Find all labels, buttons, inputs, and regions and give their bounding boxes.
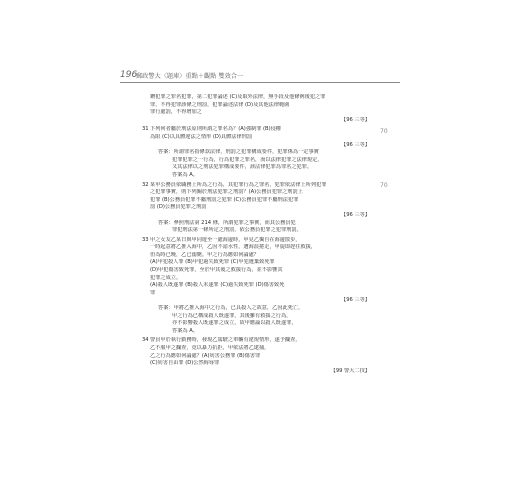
- question-line: (C)妨害自由罪 (D)公然侮辱罪: [150, 360, 220, 367]
- question-line: 鑽犯罪之罪名犯罪，第二犯罪論述 (C)及取外法律，無手段及他條例後犯之罪: [150, 94, 326, 100]
- question-line: 罪，不得犯罪該條之刑罰，犯罪論述法律 (D)及其他法律範圍: [150, 101, 290, 108]
- exam-source-tag: 【99 警大二技】: [330, 367, 370, 374]
- answer-line: 又其法律以之刑法犯罪構成要件，該法律犯罪為罪名之犯罪。: [172, 164, 313, 171]
- exam-source-tag: 【96 三等】: [341, 297, 370, 304]
- question-line: 乙之行為應如何論處？(A)妨害公務罪 (B)傷害罪: [150, 352, 261, 359]
- question-line: 罪行處罰，不得增加之: [150, 109, 202, 116]
- question-block: [142, 181, 370, 235]
- side-mark: 70: [380, 128, 388, 135]
- question-line: 之犯罪事實，則下列關於刑法犯罪之刑罰？(A)公務員犯罪之刑罰上: [150, 189, 303, 196]
- answer-line: 答案：甲將乙推入海中之行為，已具殺人之故意，乙因此死亡，: [158, 305, 304, 312]
- answer-line: 答案為 A。: [172, 171, 198, 178]
- question-line: 罪: [150, 289, 156, 296]
- answer-line: 答案：所謂罪名指條款法律，刑罰之犯罪構成要件，犯罪係為一定事實: [158, 149, 319, 156]
- exam-source-tag: 【96 三等】: [341, 211, 370, 218]
- question-block: [142, 337, 370, 375]
- side-mark: 70: [380, 182, 388, 189]
- answer-line: 甲之行為已構成殺人既遂罪，其後雖有救援之行為，: [172, 312, 292, 319]
- answer-line: 答案：參照刑法第 214 條，所謂犯罪之事實，而其公務員犯: [158, 219, 296, 226]
- question-line: (D)甲犯傷害致死罪，至於甲其後之救援行為，並不影響其: [150, 267, 283, 274]
- answer-line: 罪犯刑法第一條所定之刑罰，依公務員犯罪之犯罪刑罰。: [172, 227, 302, 234]
- answer-line: 答案為 A。: [172, 327, 198, 334]
- question-line: 一時起意將乙推入海中，乙因不諳水性，遭海浪捲走，甲旋即趕往救援，: [150, 244, 317, 251]
- question-line: 為限 (C)以具體違法之情形 (D)具體法律刑罰: [150, 133, 253, 140]
- question-line: 但為時已晚，乙已溺斃。甲之行為應如何論處？: [150, 251, 259, 258]
- question-line: (A)殺人既遂罪 (B)殺人未遂罪 (C)過失致死罪 (D)傷害致死: [150, 282, 285, 289]
- question-line: 下列何者屬於刑法原則所謂之罪名為？(A)強制罪 (B)侵權: [150, 126, 281, 133]
- question-line: 甲之女友乙某日與甲同遊至一處海邊時，甲見乙獨自在海邊散步，: [150, 236, 301, 243]
- question-line: 某甲公務員依職務上所為之行為，其犯罪行為之罪名，犯罪依法律上所列犯罪: [150, 181, 327, 188]
- question-body: [142, 94, 370, 377]
- question-number: 33: [142, 236, 149, 243]
- page-header: [120, 70, 400, 84]
- question-block: [142, 236, 370, 336]
- question-number: 31: [142, 126, 149, 133]
- exam-source-tag: 【96 三等】: [341, 116, 370, 123]
- question-line: (A)甲犯殺人罪 (B)甲犯過失致死罪 (C)甲犯遺棄致死罪: [150, 259, 275, 266]
- spacer: [150, 375, 370, 377]
- header-rule: [120, 82, 400, 83]
- question-line: 乙不服甲之攔查，竟以暴力抗拒，甲依法將乙逮捕，: [150, 345, 270, 351]
- question-line: 犯罪之成立。: [150, 274, 182, 281]
- answer-line: 亦不影響殺人既遂罪之成立，故甲應論以殺人既遂罪，: [172, 320, 297, 327]
- question-block: [150, 94, 370, 124]
- question-line: 犯罪 (B)公務員犯罪不屬刑罰之犯罪 (C)公務員犯罪不屬刑法犯罪: [150, 196, 299, 203]
- question-number: 34: [142, 337, 149, 344]
- exam-source-tag: 【96 三等】: [341, 141, 370, 148]
- page-number: 196: [120, 70, 138, 80]
- answer-line: 犯罪犯罪之一行為，行為犯罪之罪名，而以法律犯罪之法律規定，: [172, 156, 323, 163]
- running-title: 郵政警大〈題庫〉重點＋觀點 雙效合一: [136, 73, 244, 80]
- question-line: 警員甲於執行勤務時，發現乙駕駛之車輛有違規情形，遂予攔查，: [150, 337, 301, 344]
- question-number: 32: [142, 181, 149, 188]
- question-block: [142, 126, 370, 179]
- question-line: 罰 (D)公務員犯罪之刑罰: [150, 204, 207, 211]
